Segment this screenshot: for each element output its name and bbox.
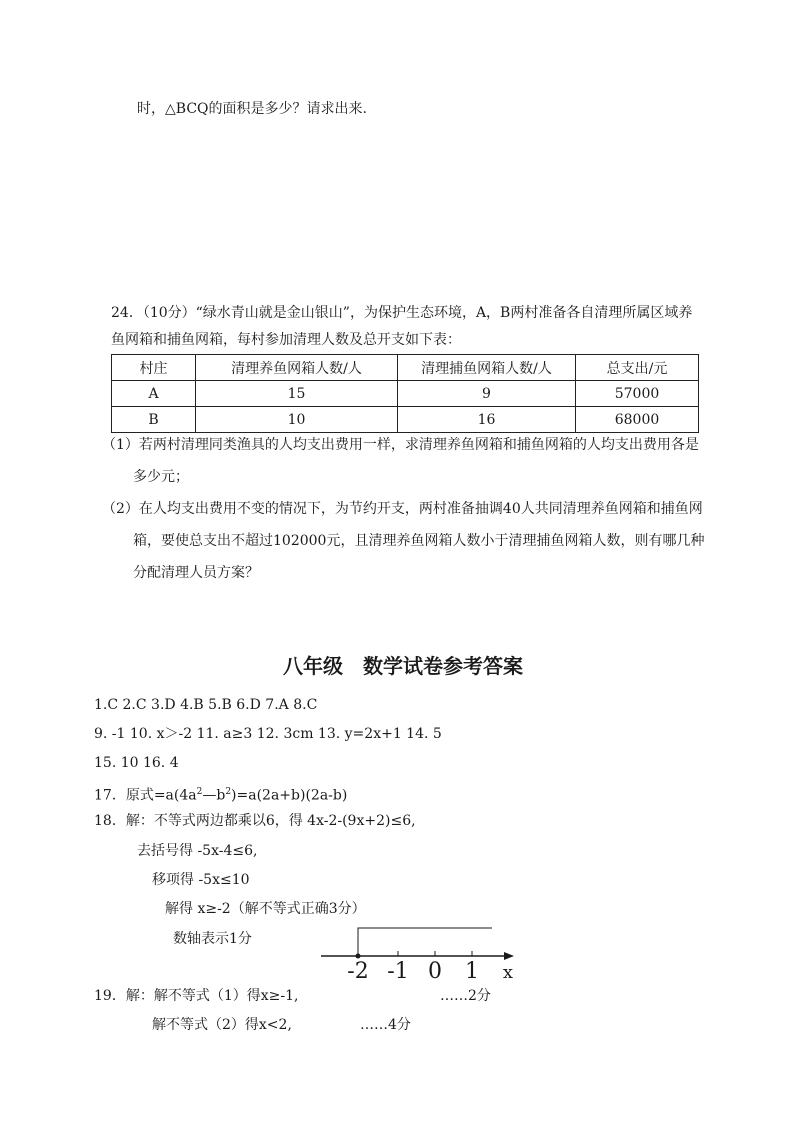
answers-9-14: 9. -1 10. x＞-2 11. a≥3 12. 3cm 13. y=2x+1 14. 5 xyxy=(94,726,442,742)
answer-19-line-1: 19．解：解不等式（1）得x≥-1, xyxy=(94,988,299,1004)
answers-1-8: 1.C 2.C 3.D 4.B 5.B 6.D 7.A 8.C xyxy=(94,697,318,713)
sub-question-2-line-2: 箱，要使总支出不超过102000元，且清理养鱼网箱人数小于清理捕鱼网箱人数，则有哪几种 xyxy=(133,533,705,549)
prev-question-tail: 时，△BCQ的面积是多少？请求出来. xyxy=(137,101,367,117)
answer-18-line-2: 去括号得 -5x-4≤6, xyxy=(137,843,258,859)
sub-question-2-line-1: （2）在人均支出费用不变的情况下，为节约开支，两村准备抽调40人共同清理养鱼网箱和捕鱼网 xyxy=(102,501,703,517)
solid-dot-icon xyxy=(356,954,361,959)
tick-label: 1 xyxy=(465,959,479,984)
table-cell: A xyxy=(112,381,196,407)
table-header-row xyxy=(112,355,699,381)
answer-19-score-2: ……4分 xyxy=(360,1017,411,1033)
table-header-cell: 清理养鱼网箱人数/人 xyxy=(196,355,398,381)
tick-label: -1 xyxy=(387,959,409,984)
number-line-svg xyxy=(318,922,518,982)
tick-label: 0 xyxy=(428,959,442,984)
table-header-cell: 村庄 xyxy=(112,355,196,381)
table-header-cell: 总支出/元 xyxy=(576,355,699,381)
answer-18-line-1: 18．解：不等式两边都乘以6，得 4x-2-(9x+2)≤6, xyxy=(94,813,416,829)
table-cell: 68000 xyxy=(576,407,699,433)
sub-question-1-line-1: （1）若两村清理同类渔具的人均支出费用一样，求清理养鱼网箱和捕鱼网箱的人均支出费用各是 xyxy=(102,437,699,453)
answer-17-part: 17．原式=a(4a xyxy=(94,787,197,804)
table-cell: 10 xyxy=(196,407,398,433)
table-cell: 57000 xyxy=(576,381,699,407)
question-24-line-2: 鱼网箱和捕鱼网箱，每村参加清理人数及总开支如下表： xyxy=(111,332,461,348)
axis-label: x xyxy=(502,962,514,983)
table-cell: B xyxy=(112,407,196,433)
superscript: 2 xyxy=(225,787,232,797)
answers-15-16: 15. 10 16. 4 xyxy=(94,755,179,771)
sub-question-2-line-3: 分配清理人员方案？ xyxy=(133,565,259,581)
number-line xyxy=(318,922,518,982)
answer-18-line-4: 解得 x≥-2（解不等式正确3分） xyxy=(165,901,366,917)
answer-18-line-5: 数轴表示1分 xyxy=(173,931,252,947)
table-row xyxy=(112,407,699,433)
expense-table xyxy=(111,354,699,433)
arrow-right-icon xyxy=(504,952,514,960)
question-24-line-1: 24．（10分）“绿水青山就是金山银山”，为保护生态环境，A，B两村准备各自清理所属区域养 xyxy=(111,305,693,321)
answer-17-part: —b xyxy=(202,787,226,804)
answer-18-line-3: 移项得 -5x≤10 xyxy=(152,872,250,888)
superscript: 2 xyxy=(196,787,203,797)
answer-19-line-2: 解不等式（2）得x<2, xyxy=(152,1017,292,1033)
sub-question-1-line-2: 多少元； xyxy=(133,469,189,485)
tick-label: -2 xyxy=(347,959,369,984)
table-cell: 9 xyxy=(398,381,576,407)
answer-17-part: )=a(2a+b)(2a-b) xyxy=(231,787,348,804)
answer-17 xyxy=(94,782,347,806)
table-header-cell: 清理捕鱼网箱人数/人 xyxy=(398,355,576,381)
table-row xyxy=(112,381,699,407)
answer-title: 八年级 数学试卷参考答案 xyxy=(283,654,523,678)
table-cell: 15 xyxy=(196,381,398,407)
table-cell: 16 xyxy=(398,407,576,433)
answer-19-score-1: ……2分 xyxy=(440,988,491,1004)
